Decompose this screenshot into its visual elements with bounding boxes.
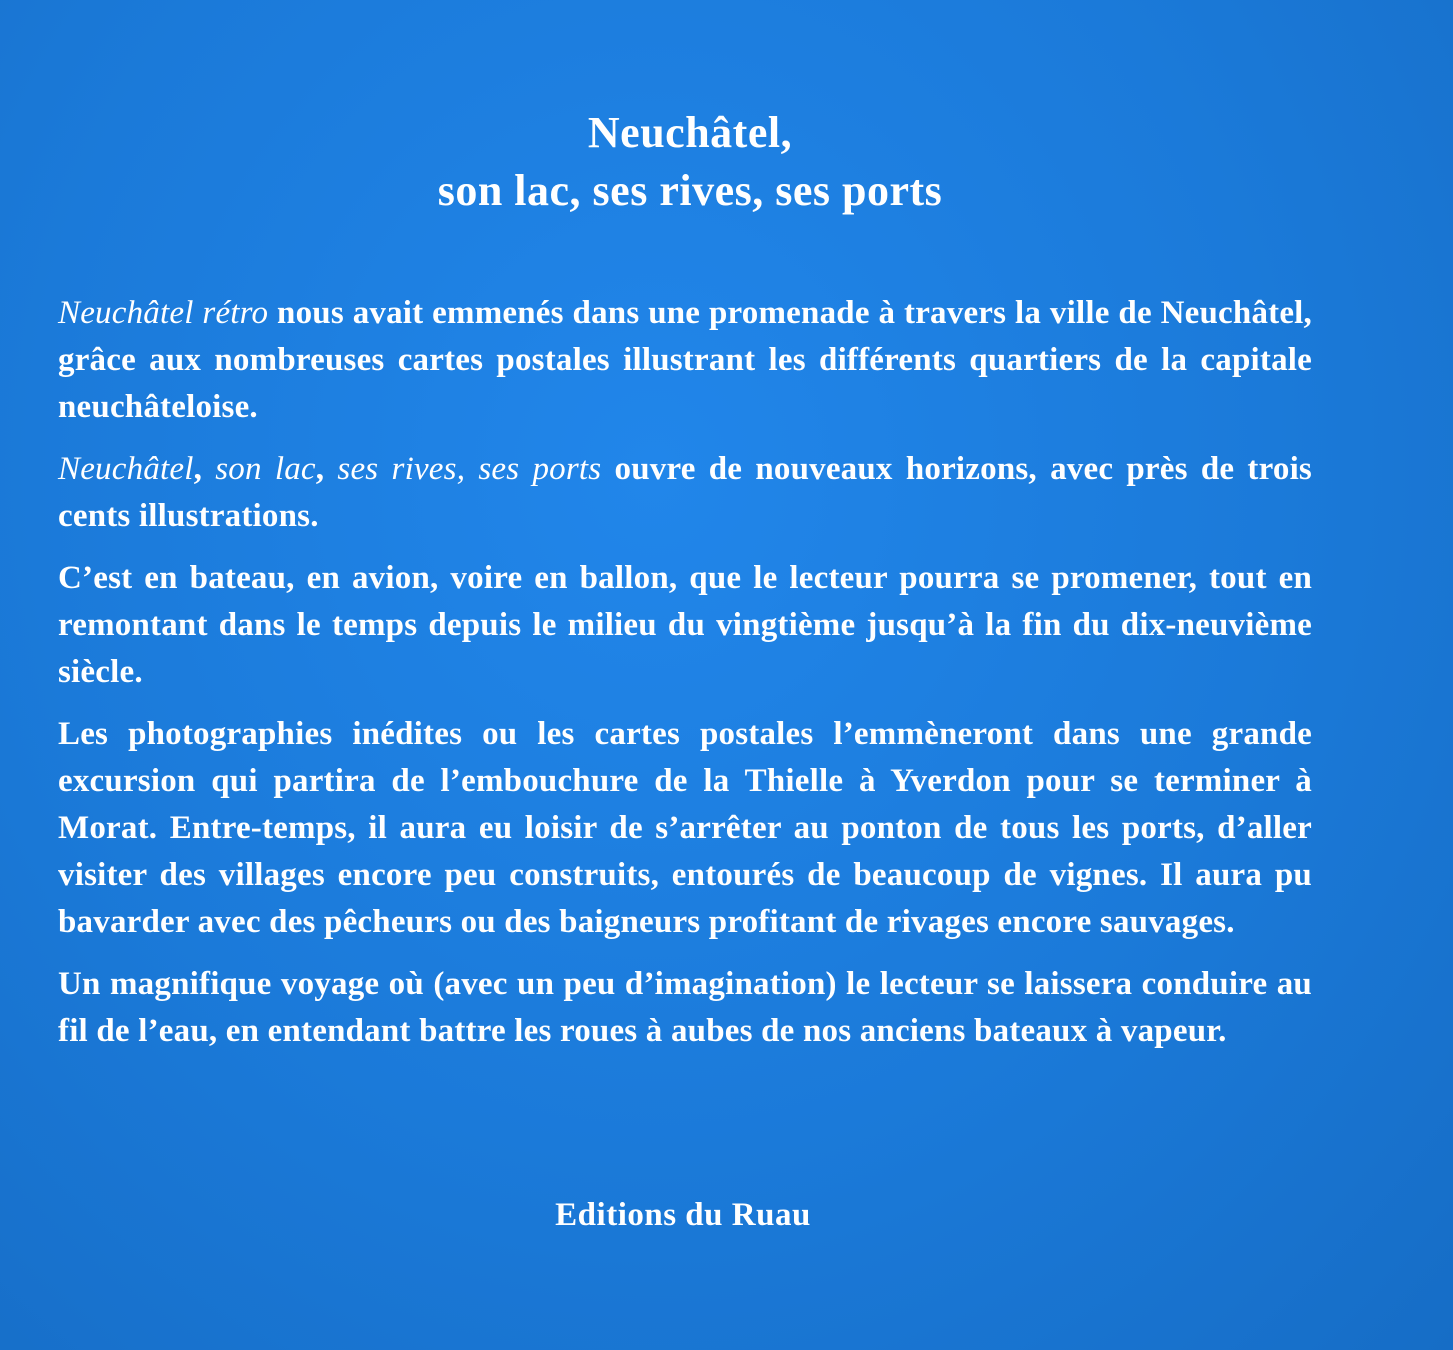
title-reference-part-1: Neuchâtel <box>58 451 194 487</box>
title-reference-part-2: son lac <box>215 451 316 487</box>
paragraph-1-text: nous avait emmenés dans une promenade à travers la ville de Neuchâtel, grâce aux nombreuses cartes postales illustrant les différents quartiers de la capitale neuchâteloise. <box>58 295 1312 425</box>
paragraph-2-text: ouvre de nouveaux horizons, avec près de trois cents illustrations. <box>58 451 1312 534</box>
blurb-paragraph-2 <box>58 446 1312 540</box>
blurb-paragraph-1 <box>58 290 1312 431</box>
book-title-line-1: Neuchâtel, <box>587 108 793 157</box>
publisher-name: Editions du Ruau <box>555 1197 811 1233</box>
book-reference-italic: Neuchâtel rétro <box>58 295 269 331</box>
book-title <box>0 104 1380 220</box>
blurb-text <box>58 290 1312 1070</box>
blurb-paragraph-4: Les photographies inédites ou les cartes postales l’emmèneront dans une grande excursion qui partira de l’embouchure de la Thielle à Yverdon pour se terminer à Morat. Entre-temps, il aura eu loisir de s’arrêter au ponton de tous les ports, d’aller visiter des villages encore peu construits, entourés de beaucoup de vignes. Il aura pu bavarder avec des pêcheurs ou des baigneurs profitant de rivages encore sauvages. <box>58 716 1312 940</box>
title-reference-separator-1: , <box>193 451 216 487</box>
blurb-paragraph-3: C’est en bateau, en avion, voire en ballon, que le lecteur pourra se promener, tout en remontant dans le temps depuis le milieu du vingtième jusqu’à la fin du dix-neuvième siècle. <box>58 560 1312 690</box>
blurb-paragraph-5: Un magnifique voyage où (avec un peu d’imagination) le lecteur se laissera conduire au fil de l’eau, en entendant battre les roues à aubes de nos anciens bateaux à vapeur. <box>58 966 1312 1049</box>
title-reference-part-3: ses rives, ses ports <box>337 451 602 487</box>
book-title-line-2: son lac, ses rives, ses ports <box>437 166 943 215</box>
title-reference-separator-2: , <box>315 451 338 487</box>
